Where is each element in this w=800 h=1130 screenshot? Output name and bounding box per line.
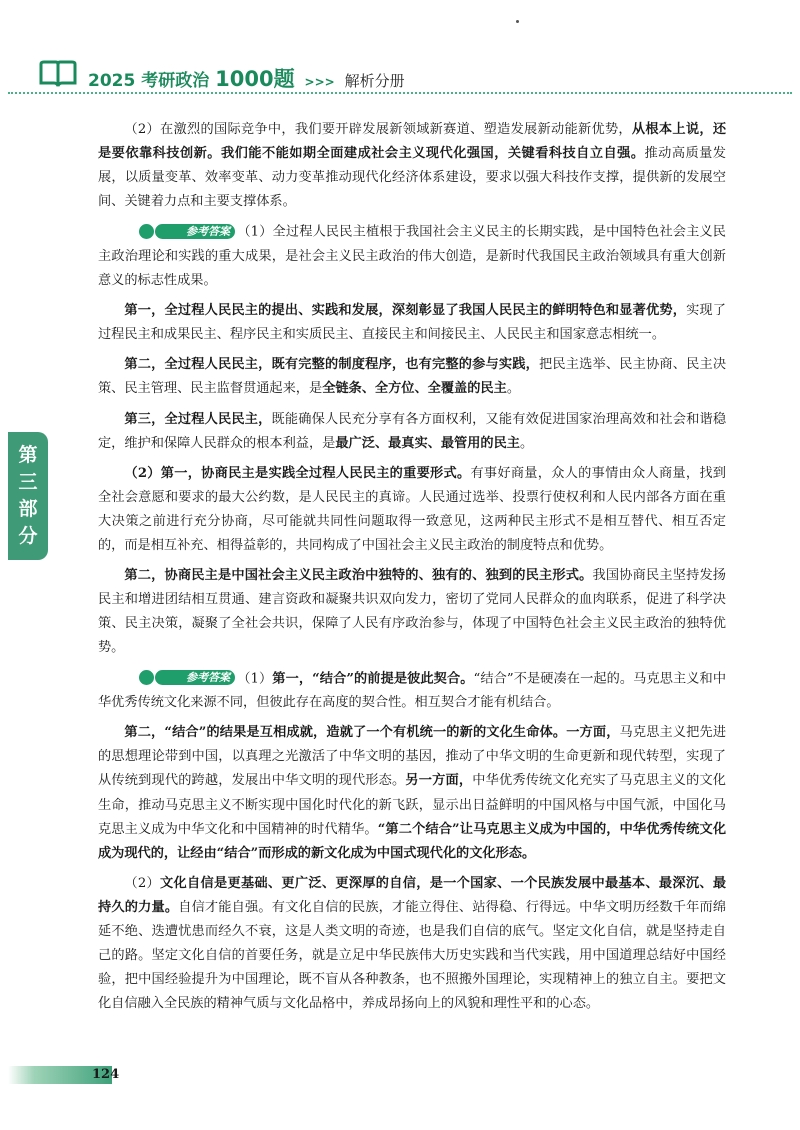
- text-segment: 把民主选举、民主协商、民主决策、民主管理、民主监督贯通起来，是: [98, 357, 727, 397]
- answer-paragraph: [98, 299, 726, 347]
- header-year: 2025: [88, 71, 136, 91]
- text-segment: 我国协商民主坚持发扬民主和增进团结相互贯通、建言资政和凝聚共识双向发力，密切了党同人民群众的血肉联系，促进了科学决策、民主决策，凝聚了全社会共识，保障了人民有序政治参与，体现了中国特色社会主义民主政治的独特优势。: [98, 568, 726, 656]
- bold-text-segment: 另一方面，: [405, 773, 473, 789]
- bold-text-segment: 最广泛、最真实、最管用的民主: [335, 435, 520, 451]
- text-segment: （2）: [124, 875, 161, 891]
- book-icon: [38, 60, 78, 88]
- bold-text-segment: “第二个结合”让马克思主义成为中国的，中华优秀传统文化成为现代的，让经由“结合”而形成的新文化成为中国式现代化的文化形态。: [98, 821, 727, 861]
- bold-text-segment: 第二，全过程人民民主，既有完整的制度程序，也有完整的参与实践，: [124, 357, 539, 373]
- text-segment: （1）全过程人民民主植根于我国社会主义民主的长期实践，是中国特色社会主义民主政治理论和实践的重大成果，是社会主义民主政治的伟大创造，是新时代我国民主政治领域具有重大创新意义的标志性成果。: [98, 224, 726, 289]
- answer-paragraph: [98, 408, 726, 456]
- header-arrows: >>>: [304, 75, 335, 89]
- bold-text-segment: 全链条、全方位、全覆盖的民主: [322, 381, 507, 397]
- text-segment: 有事好商量，众人的事情由众人商量，找到全社会意愿和要求的最大公约数，是人民民主的真谛。人民通过选举、投票行使权利和人民内部各方面在重大决策之前进行充分协商，尽可能就共同性问题取得一致意见，这两种民主形式不是相互替代、相互否定的，而是相互补充、相得益彰的，共同构成了中国社会主义民主政治的制度特点和优势。: [98, 465, 726, 554]
- text-segment: 。: [506, 381, 520, 397]
- header-divider: [8, 92, 792, 94]
- bold-text-segment: 第一，全过程人民民主的提出、实践和发展，深刻彰显了我国人民民主的鲜明特色和显著优势，: [124, 303, 687, 319]
- text-segment: 自信才能自强。有文化自信的民族，才能立得住、站得稳、行得远。中华文明历经数千年而绵延不绝、迭遭忧患而经久不衰，这是人类文明的奇迹，也是我们自信的底气。坚定文化自信，就是坚持走自己的路。坚定文化自信的首要任务，就是立足中华民族伟大历史实践和当代实践，用中国道理总结好中国经验，把中国经验提升为中国理论，既不盲从各种教条，也不照搬外国理论，实现精神上的独立自主。要把文化自信融入全民族的精神气质与文化品格中，养成昂扬向上的风貌和理性平和的心态。: [98, 899, 727, 1012]
- answer-paragraph: [98, 462, 726, 558]
- bold-text-segment: 第二，“结合”的结果是互相成就，造就了一个有机统一的新的文化生命体。一方面，: [124, 725, 620, 741]
- bold-text-segment: 第三，全过程人民民主，: [124, 411, 272, 427]
- text-segment: “结合”不是硬凑在一起的。马克思主义和中华优秀传统文化来源不同，但彼此存在高度的契合性。相互契合才能有机结合。: [98, 671, 727, 711]
- answer-paragraph: [98, 353, 726, 401]
- header-title: [88, 63, 405, 93]
- answer-paragraph-with-badge: [98, 220, 726, 293]
- header-title-mid: 考研政治: [141, 71, 210, 91]
- bold-text-segment: （2）第一，协商民主是实践全过程人民民主的重要形式。: [124, 465, 471, 481]
- reference-answer-label: 参考答案: [155, 670, 235, 685]
- answer-badge: [112, 667, 235, 691]
- answer-paragraph: [98, 118, 726, 214]
- text-segment: 实现了过程民主和成果民主、程序民主和实质民主、直接民主和间接民主、人民民主和国家意志相统一。: [98, 303, 726, 343]
- bold-text-segment: 第二，协商民主是中国社会主义民主政治中独特的、独有的、独到的民主形式。: [124, 568, 593, 584]
- bold-text-segment: 第一，“结合”的前提是彼此契合。: [272, 671, 474, 687]
- answer-content: [98, 118, 726, 1022]
- header-title-big: 1000题: [215, 67, 295, 91]
- answer-badge: [112, 220, 235, 244]
- text-segment: （1）: [237, 671, 273, 687]
- answer-paragraph: [98, 721, 726, 866]
- section-side-tab-label: 第三部分: [18, 444, 38, 547]
- text-segment: （2）在激烈的国际竞争中，我们要开辟发展新领域新赛道、塑造发展新动能新优势，: [124, 122, 632, 137]
- page-number: 124: [92, 1067, 120, 1082]
- scan-speck: [516, 20, 519, 23]
- text-segment: 既能确保人民充分享有各方面权利，又能有效促进国家治理高效和社会和谐稳定，维护和保障人民群众的根本利益，是: [98, 411, 727, 451]
- question-number-badge: [139, 670, 154, 685]
- bold-text-segment: 从根本上说，还是要依靠科技创新。我们能不能如期全面建成社会主义现代化强国，关键看科技自立自强。: [98, 122, 727, 162]
- text-segment: 推动高质量发展，以质量变革、效率变革、动力变革推动现代化经济体系建设，要求以强大科技作支撑，提供新的发展空间、关键着力点和主要支撑体系。: [98, 146, 726, 210]
- bold-text-segment: 文化自信是更基础、更广泛、更深厚的自信，是一个国家、一个民族发展中最基本、最深沉、最持久的力量。: [98, 875, 727, 915]
- answer-paragraph: [98, 872, 726, 1017]
- answer-paragraph-with-badge: [98, 667, 726, 716]
- page-header: [38, 60, 768, 90]
- text-segment: 中华优秀传统文化充实了马克思主义的文化生命，推动马克思主义不断实现中国化时代化的新飞跃，显示出日益鲜明的中国风格与中国气派，中国化马克思主义成为中华文化和中国精神的时代精华。: [98, 773, 726, 837]
- section-side-tab: [8, 432, 48, 560]
- text-segment: 。: [520, 435, 534, 451]
- header-subtitle: 解析分册: [344, 72, 405, 90]
- question-number-badge: [139, 224, 154, 239]
- reference-answer-label: 参考答案: [155, 224, 235, 239]
- text-segment: 马克思主义把先进的思想理论带到中国，以真理之光激活了中华文明的基因，推动了中华文明的生命更新和现代转型，实现了从传统到现代的跨越，发展出中华文明的现代形态。: [98, 725, 727, 789]
- answer-paragraph: [98, 564, 726, 660]
